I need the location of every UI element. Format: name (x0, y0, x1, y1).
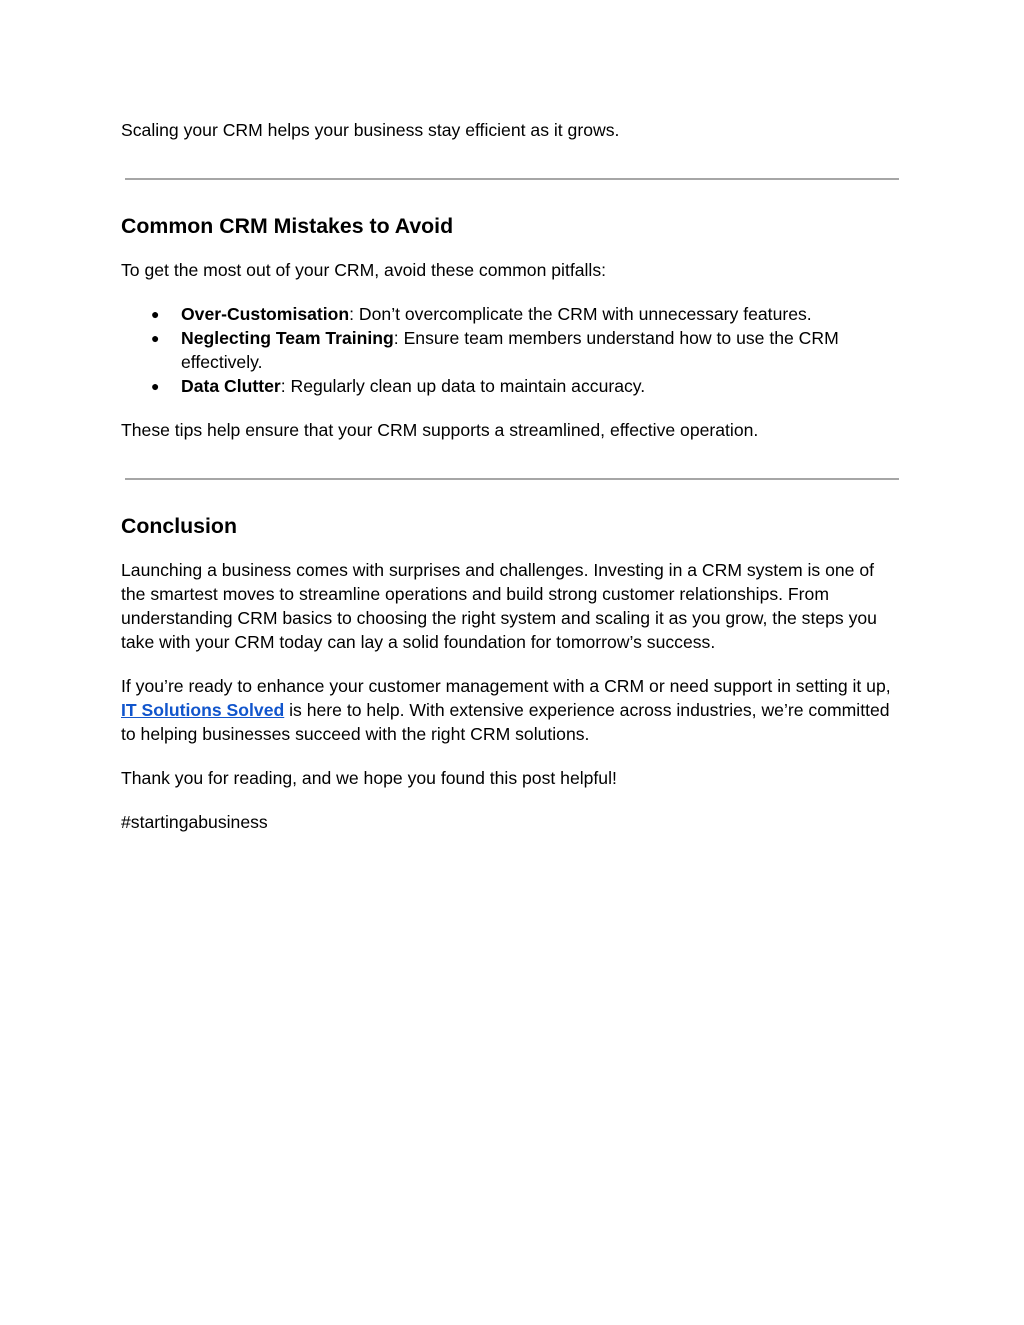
list-item-term: Data Clutter (181, 376, 281, 396)
section-divider (125, 178, 899, 180)
list-item (121, 374, 901, 398)
section-heading-conclusion: Conclusion (121, 514, 237, 538)
cta-paragraph (121, 674, 901, 746)
section-closing-paragraph: These tips help ensure that your CRM supports a streamlined, effective operation. (121, 420, 759, 440)
section-divider (125, 478, 899, 480)
section-lead-paragraph: To get the most out of your CRM, avoid these common pitfalls: (121, 260, 607, 280)
list-item-term: Over-Customisation (181, 304, 350, 324)
hashtag: #startingabusiness (121, 812, 268, 832)
list-item-term: Neglecting Team Training (181, 328, 394, 348)
list-item-text: : Don’t overcomplicate the CRM with unnecessary features. (349, 304, 812, 324)
it-solutions-solved-link[interactable]: IT Solutions Solved (121, 700, 285, 720)
document-page (121, 118, 901, 854)
list-item-text: : Ensure team members understand how to use the CRM effectively. (181, 328, 839, 372)
bullet-icon: ● (151, 330, 160, 346)
intro-paragraph: Scaling your CRM helps your business stay efficient as it grows. (121, 120, 620, 140)
pitfalls-list (121, 302, 901, 398)
section-heading-mistakes: Common CRM Mistakes to Avoid (121, 214, 454, 238)
list-item (121, 302, 901, 326)
thanks-paragraph: Thank you for reading, and we hope you found this post helpful! (121, 768, 617, 788)
bullet-icon: ● (151, 378, 160, 394)
cta-text-before: If you’re ready to enhance your customer management with a CRM or need support in setting it up, (121, 676, 891, 696)
conclusion-paragraph: Launching a business comes with surprises and challenges. Investing in a CRM system is one of the smartest moves to streamline operations and build strong customer relationships. From understanding CRM basics to choosing the right system and scaling it as you grow, the steps you take with your CRM today can lay a solid foundation for tomorrow’s success. (121, 560, 877, 652)
list-item-text: : Regularly clean up data to maintain accuracy. (280, 376, 646, 396)
list-item (121, 326, 901, 374)
cta-text-after: is here to help. With extensive experience across industries, we’re committed to helping businesses succeed with the right CRM solutions. (121, 700, 890, 744)
bullet-icon: ● (151, 306, 160, 322)
